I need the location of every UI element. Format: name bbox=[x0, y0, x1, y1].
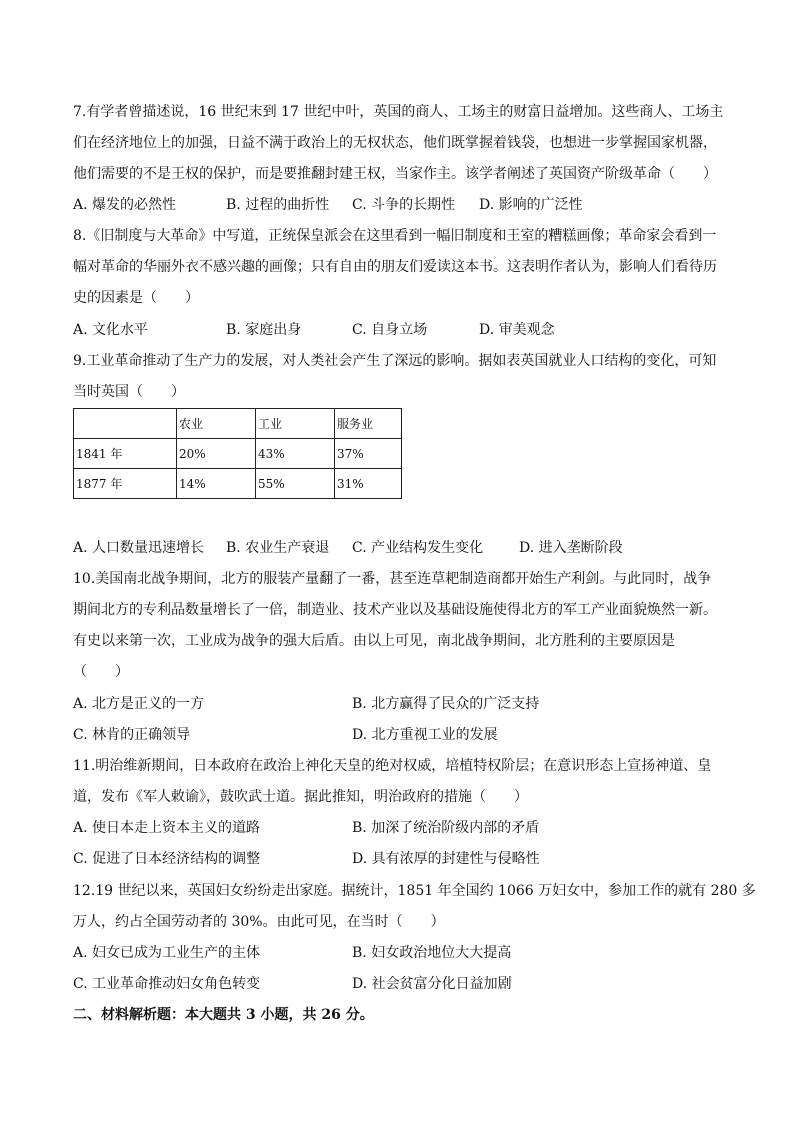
question-12-text-line-1: 12.19 世纪以来，英国妇女纷纷走出家庭。据统计，1851 年全国约 1066 万妇女中，参加工作的就有 280 多 bbox=[73, 883, 756, 899]
table-header-cell: 服务业 bbox=[335, 409, 402, 439]
question-11-option-a[interactable]: A. 使日本走上资本主义的道路 bbox=[73, 820, 261, 836]
table-header-row bbox=[74, 409, 402, 439]
question-7-text-line-1: 7.有学者曾描述说，16 世纪末到 17 世纪中叶，英国的商人、工场主的财富日益增加。这些商人、工场主 bbox=[73, 104, 724, 120]
question-7-option-b[interactable]: B. 过程的曲折性 bbox=[226, 197, 330, 213]
question-10-text-line-3: 有史以来第一次，工业成为战争的强大后盾。由以上可见，南北战争期间，北方胜利的主要原因是 bbox=[73, 633, 675, 649]
table-cell: 55% bbox=[256, 469, 335, 499]
question-9-option-a[interactable]: A. 人口数量迅速增长 bbox=[73, 540, 205, 556]
question-7-option-d[interactable]: D. 影响的广泛性 bbox=[479, 197, 583, 213]
question-12-option-a[interactable]: A. 妇女已成为工业生产的主体 bbox=[73, 945, 261, 961]
table-cell: 37% bbox=[335, 439, 402, 469]
table-cell: 14% bbox=[177, 469, 256, 499]
question-12-option-d[interactable]: D. 社会贫富分化日益加剧 bbox=[352, 976, 512, 992]
question-11-text-line-2: 道，发布《军人敕谕》，鼓吹武士道。据此推知，明治政府的措施（ ） bbox=[73, 789, 528, 805]
question-8-option-c[interactable]: C. 自身立场 bbox=[352, 322, 428, 338]
question-9-option-c[interactable]: C. 产业结构发生变化 bbox=[352, 540, 484, 556]
question-8-text-line-1: 8.《旧制度与大革命》中写道，正统保皇派会在这里看到一幅旧制度和王室的糟糕画像；革命家会看到一 bbox=[73, 228, 717, 244]
question-8-option-a[interactable]: A. 文化水平 bbox=[73, 322, 149, 338]
question-7-text-line-3: 他们需要的不是王权的保护，而是要推翻封建王权，当家作主。该学者阐述了英国资产阶级革命（ ） bbox=[73, 166, 717, 182]
question-8-option-b[interactable]: B. 家庭出身 bbox=[226, 322, 302, 338]
question-10-option-c[interactable]: C. 林肯的正确领导 bbox=[73, 727, 191, 743]
table-cell: 20% bbox=[177, 439, 256, 469]
table-row bbox=[74, 469, 402, 499]
question-8-text-line-2: 幅对革命的华丽外衣不感兴趣的画像；只有自由的朋友们爱读这本书。这表明作者认为，影响人们看待历 bbox=[73, 259, 717, 275]
table-cell: 1877 年 bbox=[74, 469, 177, 499]
question-8-option-d[interactable]: D. 审美观念 bbox=[479, 322, 555, 338]
question-11-option-c[interactable]: C. 促进了日本经济结构的调整 bbox=[73, 851, 261, 867]
question-10-option-d[interactable]: D. 北方重视工业的发展 bbox=[352, 727, 498, 743]
table-cell: 31% bbox=[335, 469, 402, 499]
table-header-cell: 农业 bbox=[177, 409, 256, 439]
section-2-heading: 二、材料解析题：本大题共 3 小题，共 26 分。 bbox=[73, 1007, 374, 1023]
question-7-option-a[interactable]: A. 爆发的必然性 bbox=[73, 197, 177, 213]
question-9-option-b[interactable]: B. 农业生产衰退 bbox=[226, 540, 330, 556]
question-9-option-d[interactable]: D. 进入垄断阶段 bbox=[519, 540, 623, 556]
question-10-text-line-4: （ ） bbox=[73, 664, 129, 680]
question-12-option-c[interactable]: C. 工业革命推动妇女角色转变 bbox=[73, 976, 261, 992]
table-cell: 1841 年 bbox=[74, 439, 177, 469]
question-10-text-line-2: 期间北方的专利品数量增长了一倍，制造业、技术产业以及基础设施使得北方的军工产业面貌焕然一新。 bbox=[73, 602, 717, 618]
table-header-cell bbox=[74, 409, 177, 439]
question-8-text-line-3: 史的因素是（ ） bbox=[73, 290, 199, 306]
question-10-option-b[interactable]: B. 北方赢得了民众的广泛支持 bbox=[352, 696, 540, 712]
question-12-text-line-2: 万人，约占全国劳动者的 30%。由此可见，在当时（ ） bbox=[73, 914, 445, 930]
question-11-text-line-1: 11.明治维新期间，日本政府在政治上神化天皇的绝对权威，培植特权阶层；在意识形态上宣扬神道、皇 bbox=[73, 758, 712, 774]
question-10-text-line-1: 10.美国南北战争期间，北方的服装产量翻了一番，甚至连草耙制造商都开始生产利剑。与此同时，战争 bbox=[73, 571, 712, 587]
table-cell: 43% bbox=[256, 439, 335, 469]
question-7-option-c[interactable]: C. 斗争的长期性 bbox=[352, 197, 456, 213]
question-9-text-line-1: 9.工业革命推动了生产力的发展，对人类社会产生了深远的影响。据如表英国就业人口结构的变化，可知 bbox=[73, 353, 717, 369]
question-11-option-d[interactable]: D. 具有浓厚的封建性与侵略性 bbox=[352, 851, 540, 867]
table-header-cell: 工业 bbox=[256, 409, 335, 439]
question-10-option-a[interactable]: A. 北方是正义的一方 bbox=[73, 696, 205, 712]
question-11-option-b[interactable]: B. 加深了统治阶级内部的矛盾 bbox=[352, 820, 540, 836]
employment-structure-table bbox=[73, 408, 402, 499]
table-row bbox=[74, 439, 402, 469]
question-7-text-line-2: 们在经济地位上的加强，日益不满于政治上的无权状态，他们既掌握着钱袋，也想进一步掌握国家机器， bbox=[73, 135, 717, 151]
question-9-text-line-2: 当时英国（ ） bbox=[73, 384, 185, 400]
question-12-option-b[interactable]: B. 妇女政治地位大大提高 bbox=[352, 945, 512, 961]
